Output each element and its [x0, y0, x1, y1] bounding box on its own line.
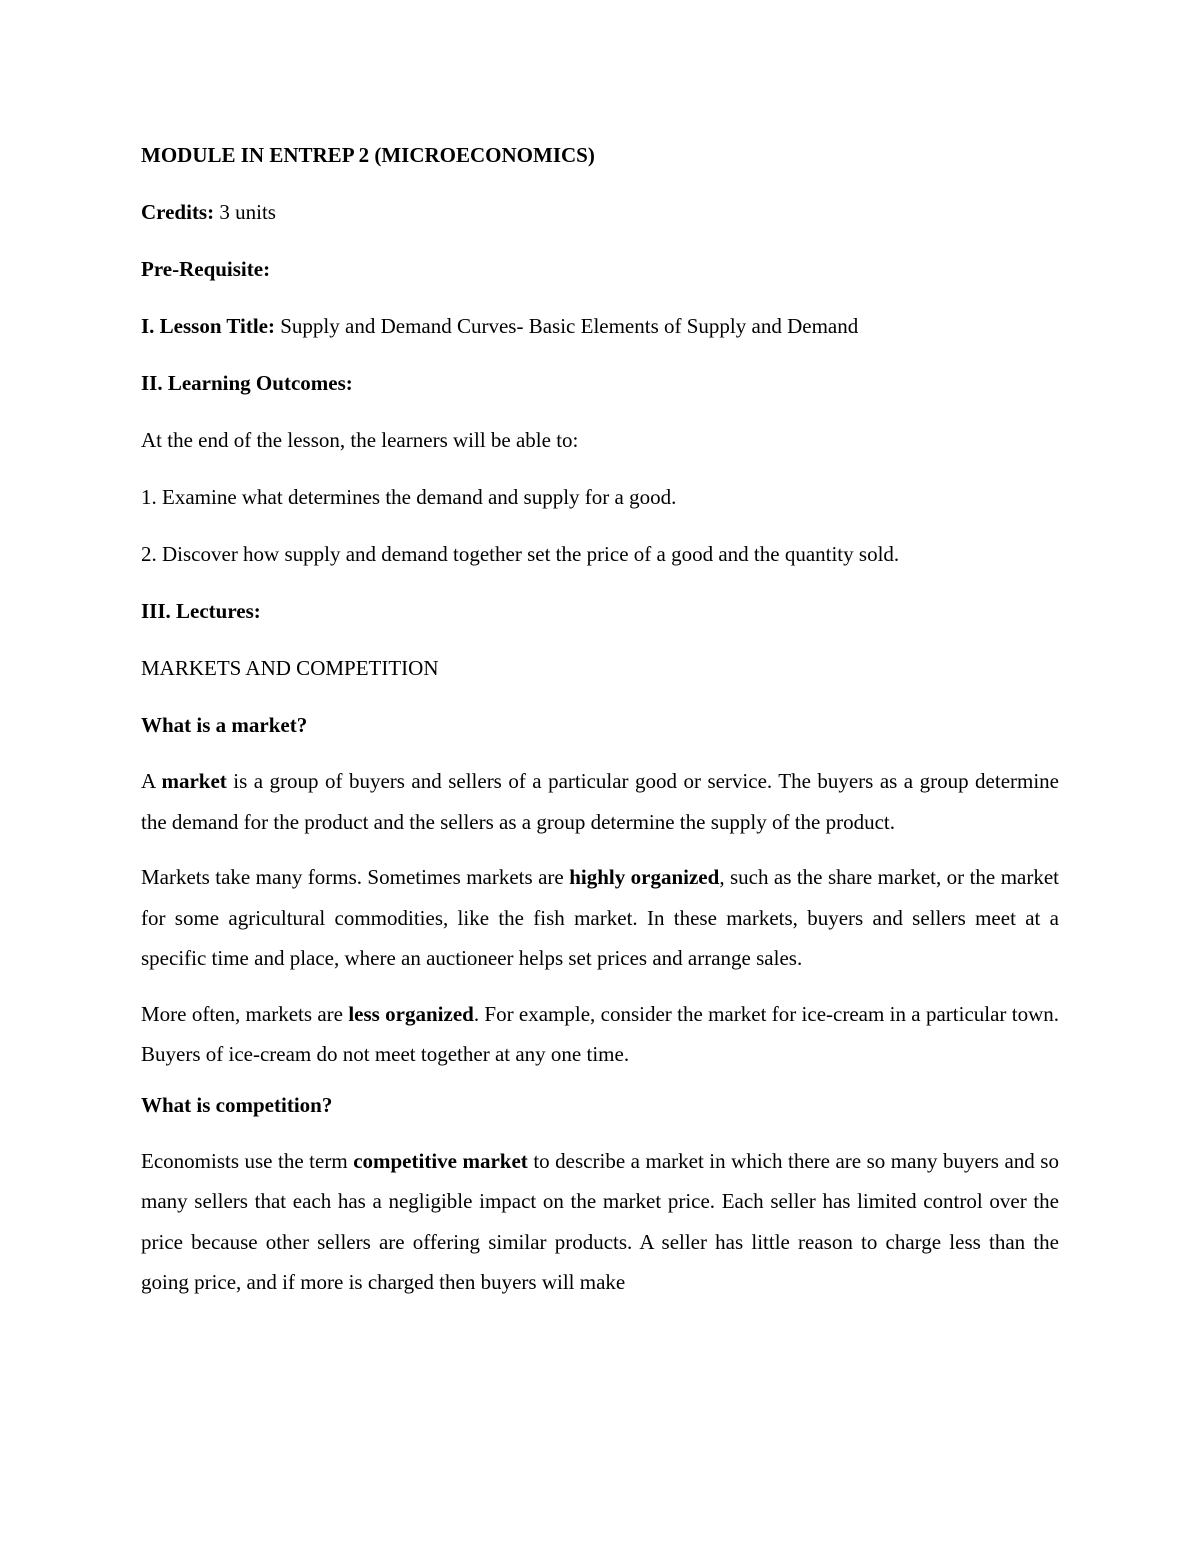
credits-value: 3 units — [214, 200, 276, 224]
less-organized-paragraph: More often, markets are less organized. For example, consider the market for ice-cream in a particular town. Buyers of ice-cream do not meet together at any one time. — [141, 1001, 1059, 1066]
learning-outcomes-heading: II. Learning Outcomes: — [141, 371, 353, 395]
module-title: MODULE IN ENTREP 2 (MICROECONOMICS) — [141, 143, 595, 167]
lesson-title-label: I. Lesson Title: — [141, 314, 275, 338]
term-competitive-market: competitive market — [353, 1148, 528, 1173]
competition-question-heading: What is competition? — [141, 1092, 333, 1117]
lesson-title-value: Supply and Demand Curves- Basic Elements of Supply and Demand — [275, 314, 859, 338]
term-market: market — [161, 769, 227, 793]
term-less-organized: less organized — [348, 1001, 474, 1026]
term-highly-organized: highly organized — [569, 865, 720, 889]
outcome-item-2: 2. Discover how supply and demand together set the price of a good and the quantity sold. — [141, 542, 900, 566]
outcomes-intro: At the end of the lesson, the learners will be able to: — [141, 428, 579, 452]
credits-label: Credits: — [141, 200, 215, 224]
credits-line — [141, 197, 1059, 227]
section-heading: MARKETS AND COMPETITION — [141, 656, 439, 680]
market-definition-paragraph: A market is a group of buyers and sellers of a particular good or service. The buyers as a group determine the demand for the product and the sellers as a group determine the supply of the product. — [141, 769, 1059, 834]
document-page — [141, 140, 1059, 1303]
market-forms-paragraph: Markets take many forms. Sometimes markets are highly organized, such as the share market, or the market for some agricultural commodities, like the fish market. In these markets, buyers and sellers meet at a specific time and place, where an auctioneer helps set prices and arrange sales. — [141, 865, 1059, 970]
prerequisite-line: Pre-Requisite: — [141, 257, 271, 281]
lesson-title-line — [141, 311, 1059, 341]
competitive-market-paragraph: Economists use the term competitive market to describe a market in which there are so many buyers and so many sellers that each has a negligible impact on the market price. Each seller has limited control over the price because other sellers are offering similar products. A seller has little reason to charge less than the going price, and if more is charged then buyers will make — [141, 1148, 1059, 1294]
market-question-heading: What is a market? — [141, 713, 308, 737]
lectures-heading: III. Lectures: — [141, 599, 261, 623]
outcome-item-1: 1. Examine what determines the demand and supply for a good. — [141, 485, 677, 509]
